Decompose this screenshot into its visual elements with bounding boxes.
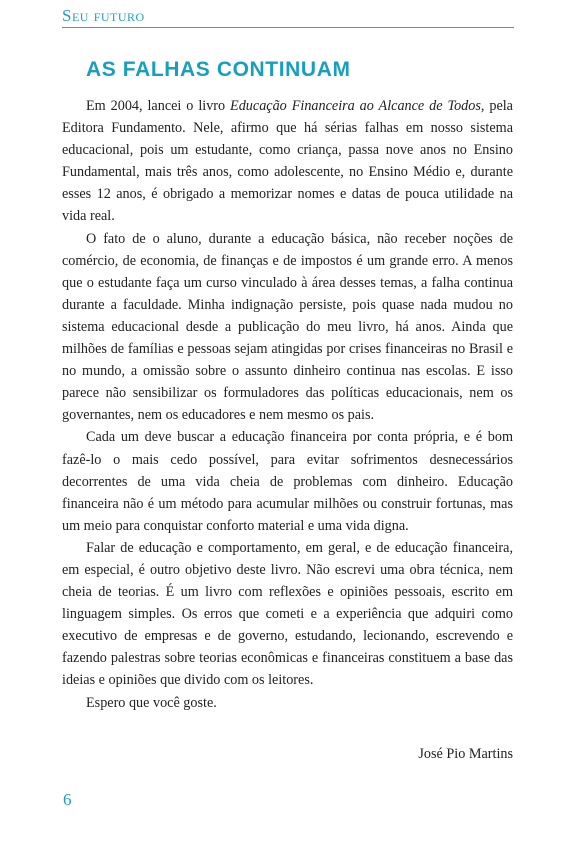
header-rule bbox=[62, 27, 514, 28]
paragraph-2: O fato de o aluno, durante a educação básica, não receber noções de comércio, de economia, de finanças e de impostos é um grande erro. A menos que o estudante faça um curso vinculado à área desses temas, a falha continua durante a faculdade. Minha indignação persiste, pois quase nada mudou no sistema educacional desde a publicação do meu livro, há anos. Ainda que milhões de famílias e pessoas sejam atingidas por crises financeiras no Brasil e no mundo, a omissão sobre o assunto dinheiro continua nas escolas. E isso parece não sensibilizar os formuladores das políticas educacionais, nem os governantes, nem os educadores e nem mesmo os pais. bbox=[62, 230, 513, 424]
chapter-title: AS FALHAS CONTINUAM bbox=[86, 58, 351, 81]
page-number: 6 bbox=[63, 790, 72, 809]
paragraph-1 bbox=[62, 95, 513, 228]
paragraph-4: Falar de educação e comportamento, em geral, e de educação financeira, em especial, é outro objetivo deste livro. Não escrevi uma obra técnica, nem cheia de teorias. É um livro com reflexões e opiniões pessoais, escrito em linguagem simples. Os erros que cometi e a experiência que adquiri como executivo de empresas e de governo, estudando, lecionando, escrevendo e fazendo palestras sobre teorias econômicas e financeiras constituem a base das ideias e opiniões que divido com os leitores. bbox=[62, 539, 513, 689]
paragraph-5: Espero que você goste. bbox=[86, 694, 217, 711]
body-text bbox=[62, 95, 513, 714]
book-title: Educação Financeira ao Alcance de Todos, bbox=[230, 98, 485, 114]
paragraph-1-before: Em 2004, lancei o livro bbox=[86, 98, 231, 114]
paragraph-3: Cada um deve buscar a educação financeira por conta própria, e é bom fazê-lo o mais cedo possível, para evitar sofrimentos desnecessários decorrentes de uma vida cheia de problemas com dinheiro. Educação financeira não é um método para acumular milhões ou construir fortunas, mas um meio para conquistar conforto material e uma vida digna. bbox=[62, 429, 513, 534]
author-signature: José Pio Martins bbox=[418, 746, 513, 762]
running-header: Seu futuro bbox=[62, 6, 145, 25]
paragraph-1-after: pela Editora Fundamento. Nele, afirmo que há sérias falhas em nosso sistema educacional, pois um estudante, como criança, passa nove anos no Ensino Fundamental, mais três anos, como adolescente, no Ensino Médio e, durante esses 12 anos, é obrigado a memorizar nomes e datas de pouca utilidade na vida real. bbox=[62, 98, 513, 225]
